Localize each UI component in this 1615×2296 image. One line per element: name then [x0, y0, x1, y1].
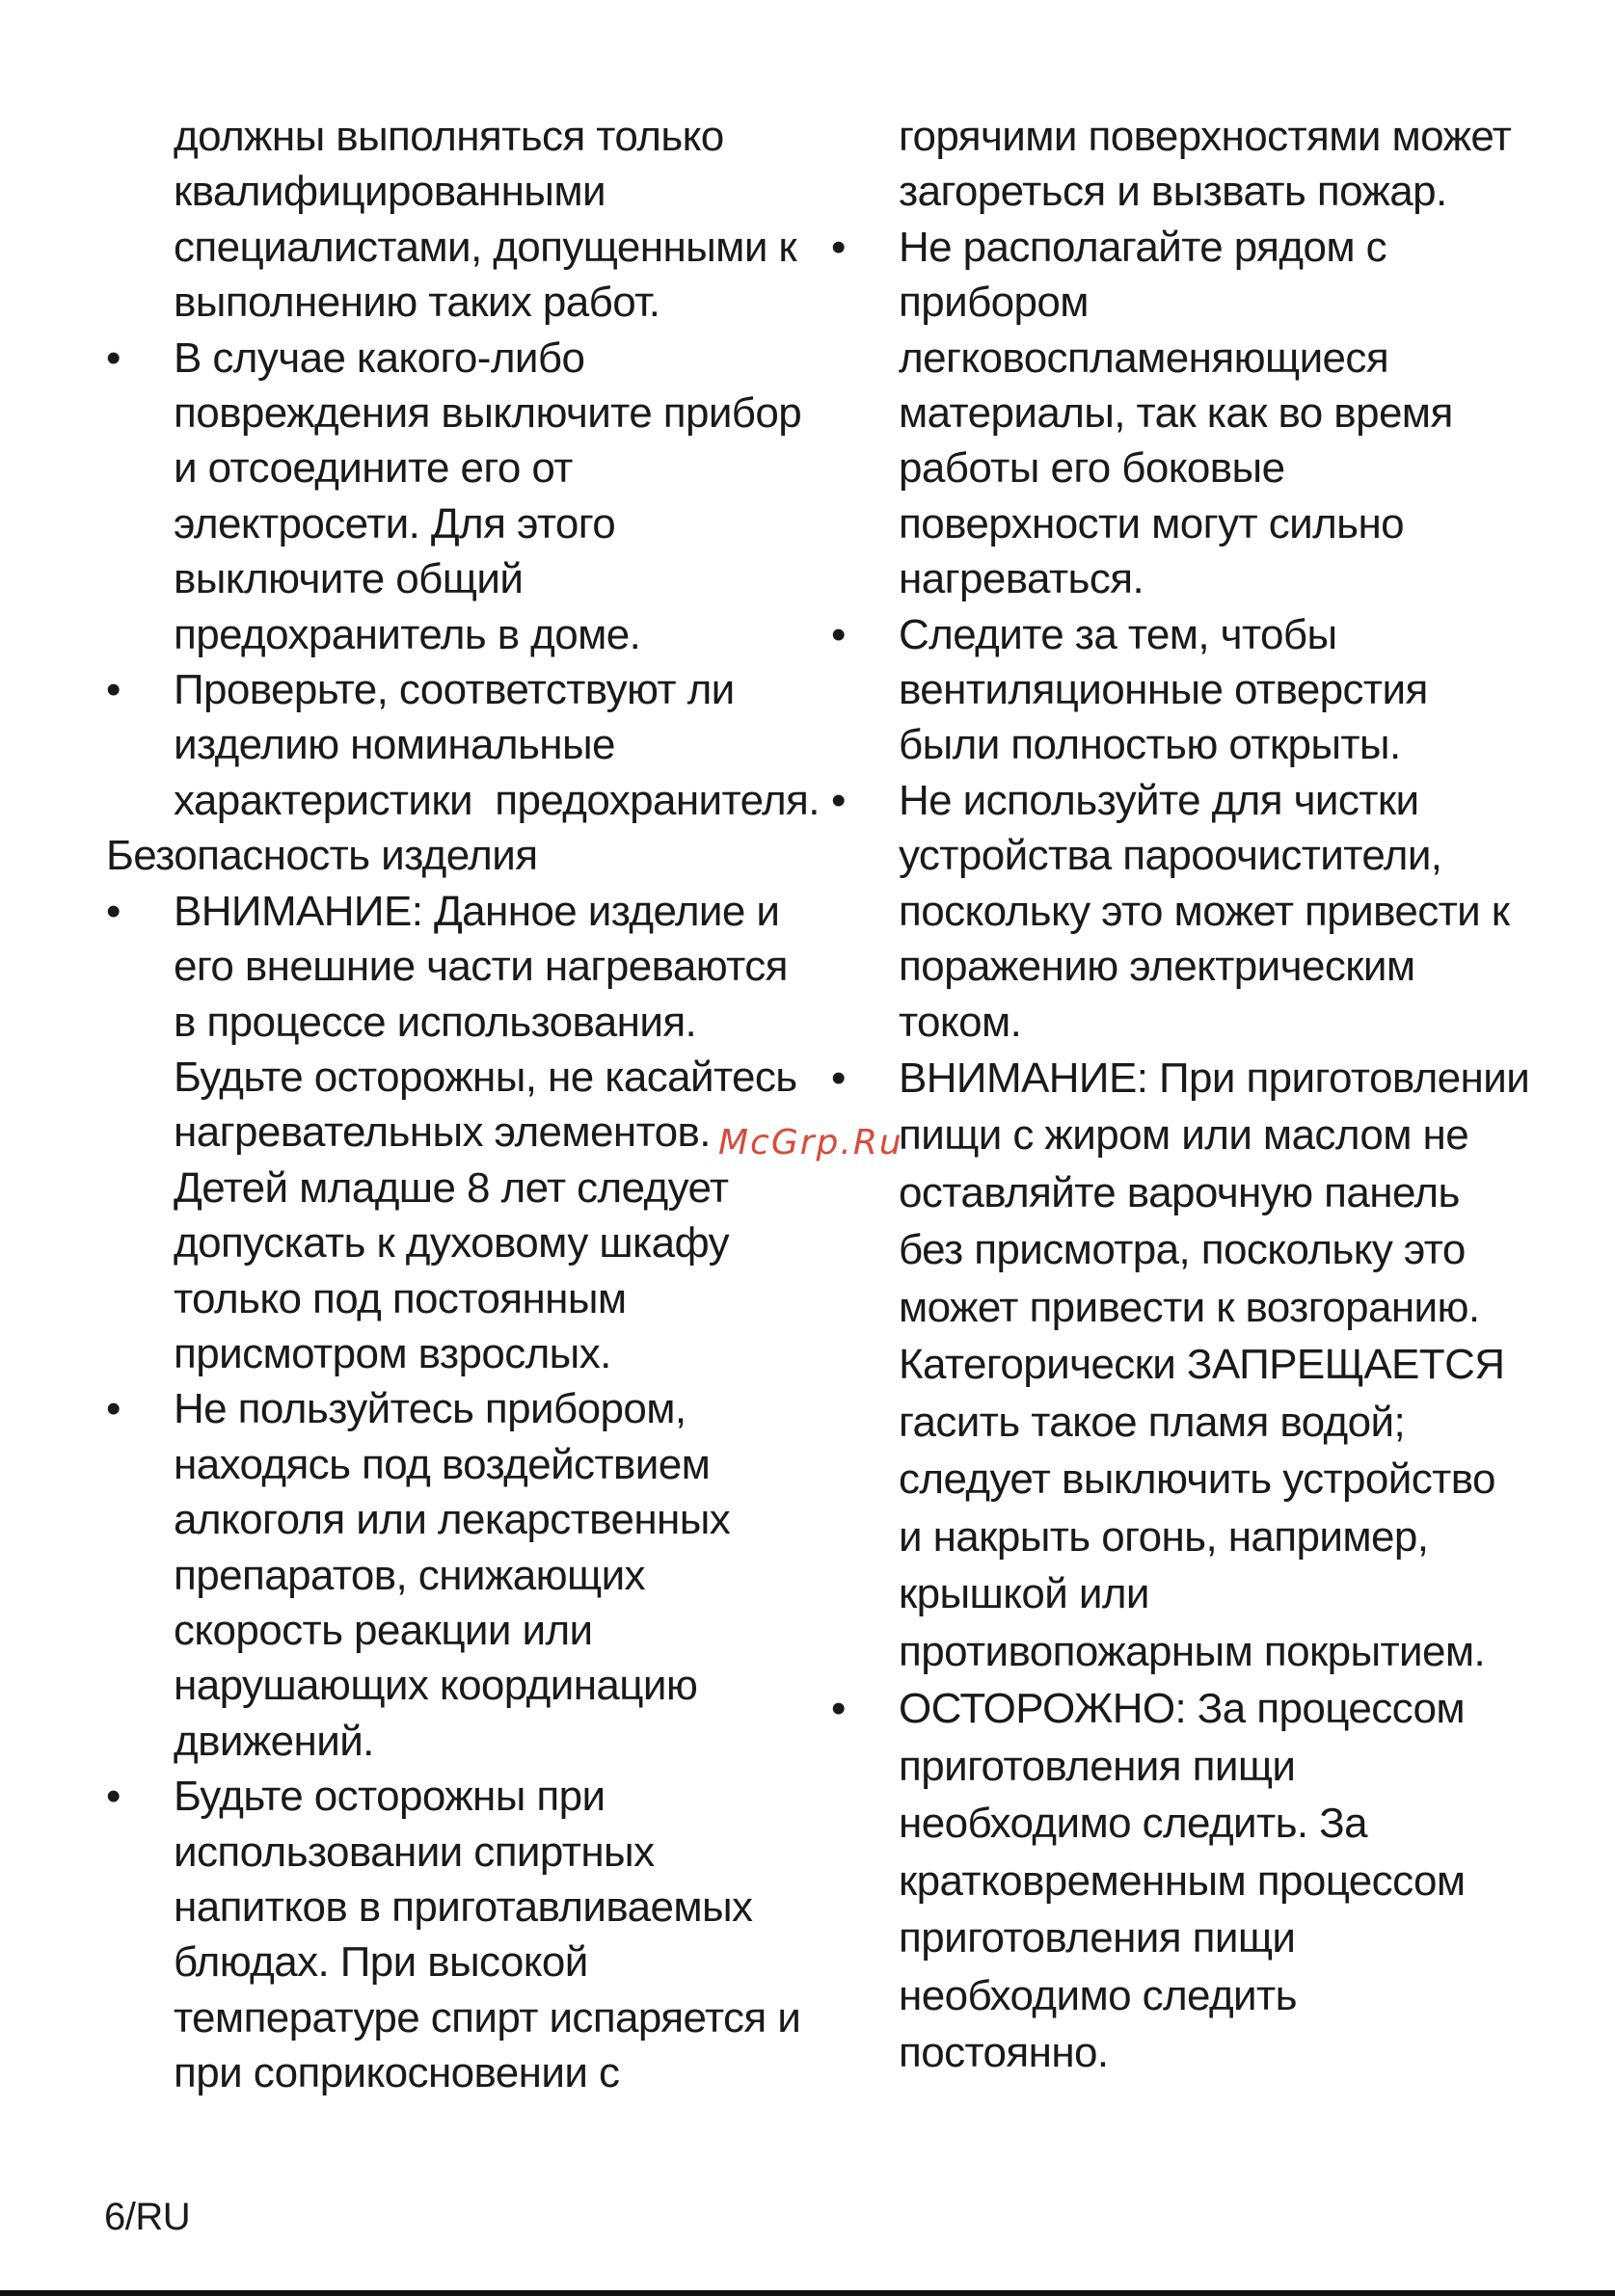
list-item: [106, 1769, 810, 2100]
text-line: поверхности могут сильно: [899, 499, 1405, 547]
text-line: постоянно.: [899, 2029, 1109, 2077]
text-line: электросети. Для этого: [174, 499, 616, 547]
text-line: находясь под воздействием: [174, 1440, 711, 1488]
text-line: пищи с жиром или маслом не: [899, 1111, 1469, 1160]
bullet-icon: •: [106, 887, 121, 935]
text-line: алкоголя или лекарственных: [174, 1496, 731, 1544]
text-line: специалистами, допущенными к: [174, 223, 797, 271]
text-line: его внешние части нагреваются: [174, 943, 788, 991]
text-line: оставляйте варочную панель: [899, 1168, 1460, 1216]
list-item: [106, 662, 820, 828]
bullet-icon: •: [831, 223, 846, 271]
text-line: температуре спирт испаряется и: [174, 1993, 801, 2042]
text-line: скорость реакции или: [174, 1606, 593, 1654]
text-line: ВНИМАНИЕ: При приготовлении: [899, 1054, 1530, 1102]
text-line: нарушающих координацию: [174, 1662, 698, 1710]
list-item: [831, 773, 1535, 1050]
text-line: повреждения выключите прибор: [174, 389, 802, 438]
text-line: крышкой или: [899, 1570, 1149, 1618]
text-line: ВНИМАНИЕ: Данное изделие и: [174, 887, 780, 935]
text-line: приготовления пищи: [899, 1742, 1296, 1790]
text-line: квалифицированными: [174, 168, 606, 216]
text-line: нагреваться.: [899, 555, 1144, 603]
page-number: 6/RU: [104, 2196, 191, 2238]
text-line: током.: [899, 998, 1022, 1046]
text-line: прибором: [899, 279, 1089, 327]
list-item: [106, 884, 810, 1382]
bullet-icon: •: [831, 1054, 846, 1102]
text-line: Будьте осторожны, не касайтесь: [174, 1053, 797, 1101]
text-line: выключите общий: [174, 555, 524, 603]
text-line: выполнению таких работ.: [174, 279, 660, 327]
text-line: должны выполняться только: [174, 113, 724, 160]
bullet-icon: •: [106, 1385, 121, 1433]
text-line: ОСТОРОЖНО: За процессом: [899, 1685, 1466, 1733]
text-line: загореться и вызвать пожар.: [899, 168, 1447, 216]
text-line: материалы, так как во время: [899, 389, 1453, 438]
list-item: [831, 1050, 1535, 1681]
list-item: [831, 607, 1535, 773]
text-line: горячими поверхностями может: [899, 113, 1512, 160]
text-line: приготовления пищи: [899, 1914, 1296, 1962]
text-line: может привести к возгоранию.: [899, 1283, 1480, 1331]
continuation-paragraph: [106, 109, 810, 331]
right-column: [831, 109, 1535, 2082]
text-line: были полностью открыты.: [899, 721, 1401, 769]
text-line: гасить такое пламя водой;: [899, 1398, 1406, 1446]
bullet-icon: •: [831, 610, 846, 658]
list-item: [831, 1680, 1535, 2082]
text-line: движений.: [174, 1717, 374, 1765]
watermark-text: McGrp.Ru: [718, 1123, 903, 1162]
text-line: работы его боковые: [899, 444, 1285, 493]
text-line: В случае какого-либо: [174, 334, 585, 382]
text-line: Не располагайте рядом с: [899, 223, 1386, 271]
bullet-icon: •: [106, 666, 121, 714]
text-line: Детей младше 8 лет следует: [174, 1163, 729, 1212]
text-line: присмотром взрослых.: [174, 1329, 611, 1377]
bullet-icon: •: [831, 776, 846, 824]
text-line: напитков в приготавливаемых: [174, 1883, 753, 1931]
text-line: поскольку это может привести к: [899, 887, 1510, 935]
text-line: препаратов, снижающих: [174, 1551, 645, 1599]
text-line: легковоспламеняющиеся: [899, 334, 1389, 382]
text-line: только под постоянным: [174, 1274, 627, 1322]
text-line: без присмотра, поскольку это: [899, 1226, 1466, 1274]
list-item: [106, 1381, 810, 1769]
text-line: использовании спиртных: [174, 1828, 655, 1876]
text-line: характеристики предохранителя.: [174, 776, 820, 824]
text-line: нагревательных элементов.: [174, 1108, 711, 1157]
text-line: Следите за тем, чтобы: [899, 610, 1337, 658]
text-line: Не используйте для чистки: [899, 776, 1419, 824]
text-line: Будьте осторожны при: [174, 1773, 606, 1821]
text-line: предохранитель в доме.: [174, 610, 641, 658]
text-line: блюдах. При высокой: [174, 1938, 588, 1987]
text-line: и отсоедините его от: [174, 444, 573, 493]
section-heading-text: Безопасность изделия: [106, 832, 538, 880]
text-line: устройства пароочистители,: [899, 832, 1442, 880]
text-line: и накрыть огонь, например,: [899, 1512, 1429, 1561]
section-heading: [106, 828, 810, 883]
bullet-icon: •: [831, 1685, 846, 1733]
text-line: следует выключить устройство: [899, 1455, 1495, 1504]
list-item: [106, 331, 810, 662]
text-line: допускать к духовому шкафу: [174, 1219, 730, 1268]
text-line: при соприкосновении с: [174, 2049, 620, 2097]
text-line: в процессе использования.: [174, 998, 697, 1046]
list-item: [831, 220, 1535, 607]
text-line: Проверьте, соответствуют ли: [174, 666, 735, 714]
bottom-rule: [0, 2290, 1615, 2296]
text-line: Не пользуйтесь прибором,: [174, 1385, 686, 1433]
text-line: кратковременным процессом: [899, 1856, 1466, 1905]
text-line: необходимо следить. За: [899, 1800, 1367, 1848]
text-line: поражению электрическим: [899, 943, 1415, 991]
text-line: вентиляционные отверстия: [899, 666, 1428, 714]
text-line: необходимо следить: [899, 1971, 1297, 2019]
text-line: Категорически ЗАПРЕЩАЕТСЯ: [899, 1341, 1505, 1389]
text-line: противопожарным покрытием.: [899, 1627, 1486, 1675]
bullet-icon: •: [106, 334, 121, 382]
text-line: изделию номинальные: [174, 721, 615, 769]
continuation-paragraph: [831, 109, 1535, 220]
bullet-icon: •: [106, 1773, 121, 1821]
